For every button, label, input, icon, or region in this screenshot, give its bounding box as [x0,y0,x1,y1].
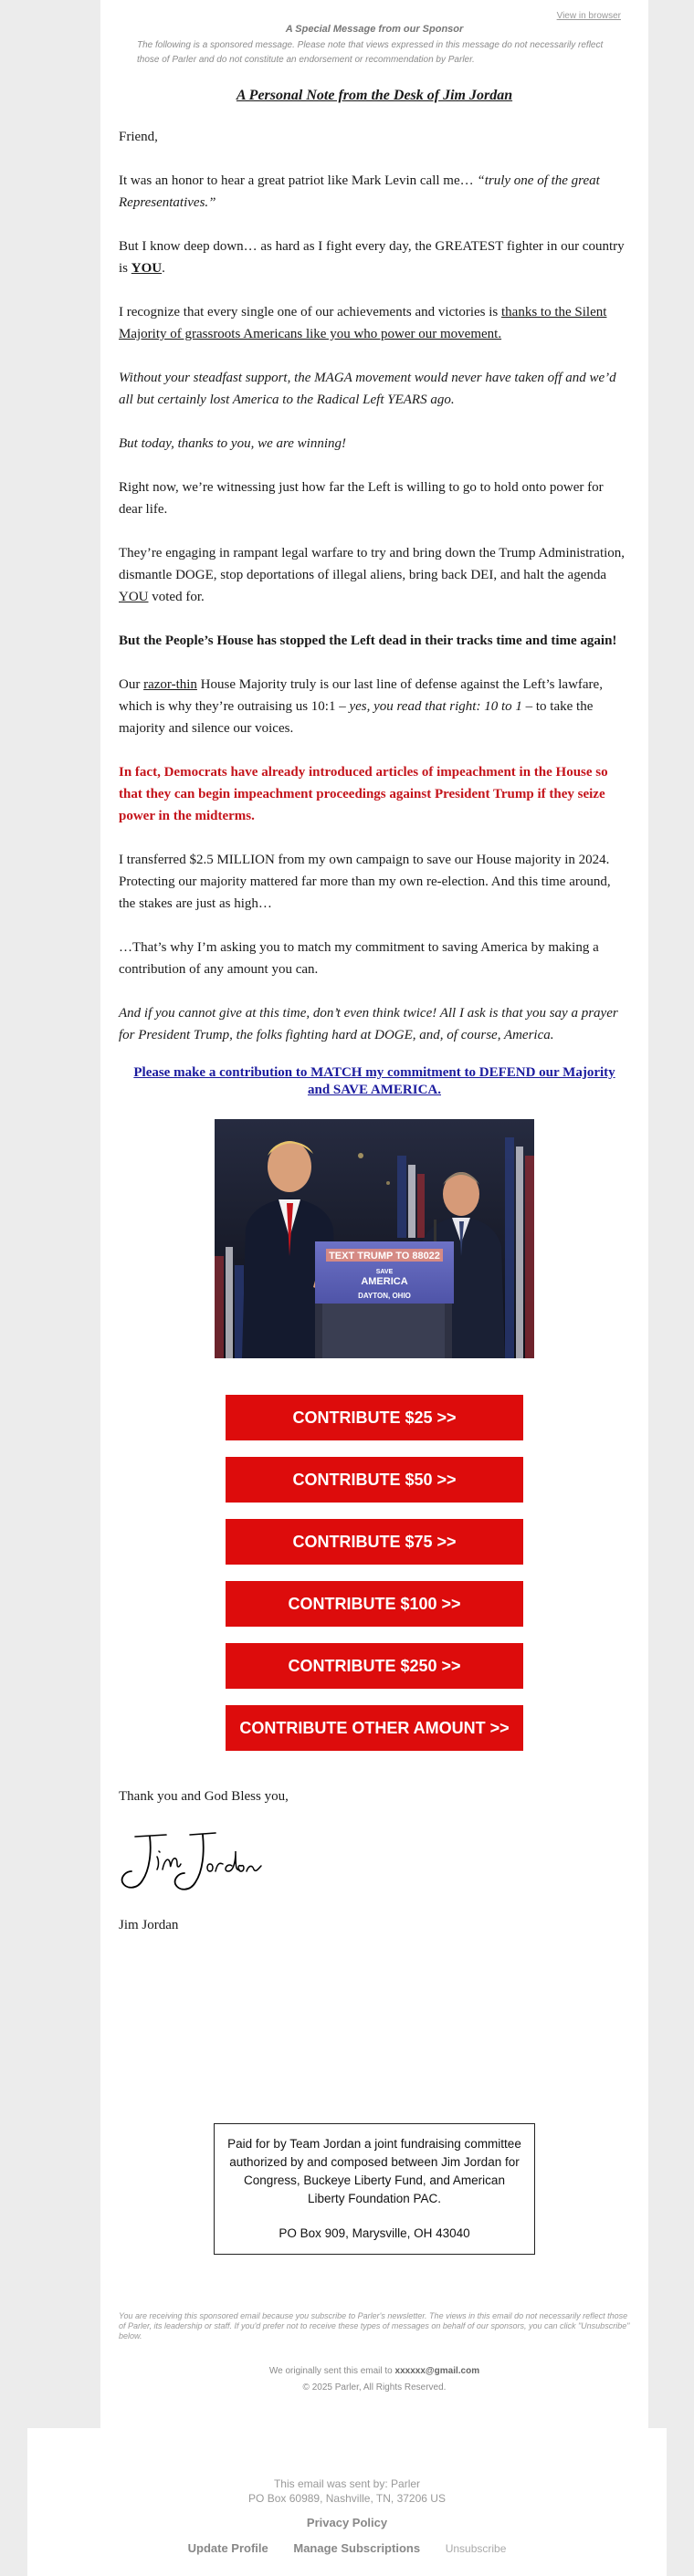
view-in-browser-link[interactable]: View in browser [556,11,621,21]
paragraph-2: But I know deep down… as hard as I fight every day, the GREATEST fighter in our country is YOU. [119,239,625,276]
letter-title: A Personal Note from the Desk of Jim Jordan [236,88,513,103]
paragraph-8: But the People’s House has stopped the Left dead in their tracks time and time again! [119,634,617,648]
paid-for-by-box [214,2123,535,2255]
sent-by-text: This email was sent by: Parler [273,2477,421,2490]
paragraph-5: But today, thanks to you, we are winning! [119,436,347,451]
signature-image [119,1824,630,1901]
handwritten-signature [119,1824,265,1897]
footer-links [27,2541,667,2555]
manage-subscriptions-link[interactable]: Manage Subscriptions [293,2541,421,2555]
closing-thanks: Thank you and God Bless you, [119,1789,289,1804]
sign-text-line-1: TEXT TRUMP TO 88022 [329,1251,440,1262]
contribute-other-amount-button[interactable]: CONTRIBUTE OTHER AMOUNT >> [226,1705,523,1751]
paragraph-3: I recognize that every single one of our achievements and victories is thanks to the Silent Majority of grassroots Americans like you who power our movement. [119,305,607,341]
rally-photo [215,1119,534,1358]
paragraph-6: Right now, we’re witnessing just how far the Left is willing to go to hold onto power for dear life. [119,480,604,517]
email-footer [27,2428,667,2576]
contribution-link[interactable]: Please make a contribution to MATCH my commitment to DEFEND our Majority and SAVE AMERICA. [133,1065,615,1097]
sponsor-legal-notice: You are receiving this sponsored email because you subscribe to Parler's newsletter. The views in this email do not necessarily reflect those of Parler, its leadership or staff. If you'd prefer not to receive these types of messages on behalf of our sponsors, you can click "Unsubscribe" below. [119,2311,630,2340]
paragraph-12: …That’s why I’m asking you to match my commitment to saving America by making a contribution of any amount you can. [119,940,599,977]
sponsor-heading: A Special Message from our Sponsor [285,24,464,35]
original-recipient-line: We originally sent this email to xxxxxx@gmail.com [268,2366,480,2376]
contribute-100-button[interactable]: CONTRIBUTE $100 >> [226,1581,523,1627]
contribute-50-button[interactable]: CONTRIBUTE $50 >> [226,1457,523,1503]
paragraph-13: And if you cannot give at this time, don’t even think twice! All I ask is that you say a prayer for President Trump, the folks fighting hard at DOGE, and, of course, America. [119,1006,618,1042]
recipient-email: xxxxxx@gmail.com [394,2366,480,2376]
paragraph-4: Without your steadfast support, the MAGA movement would never have taken off and we’d all but certainly lost America to the Radical Left YEARS ago. [119,371,616,407]
update-profile-link[interactable]: Update Profile [187,2541,268,2555]
sponsor-disclaimer: The following is a sponsored message. Please note that views expressed in this message do not necessarily reflect those of Parler and do not constitute an endorsement or recommendation by Parler. [137,40,604,65]
contribute-25-button[interactable]: CONTRIBUTE $25 >> [226,1395,523,1440]
letter-body [119,88,630,1958]
sender-address: PO Box 60989, Nashville, TN, 37206 US [248,2492,446,2505]
sign-text-line-4: DAYTON, OHIO [358,1292,411,1300]
impeachment-alert: In fact, Democrats have already introduced articles of impeachment in the House so that they can begin impeachment proceedings against President Trump if they seize power in the midterms. [119,765,608,823]
paragraph-11: I transferred $2.5 MILLION from my own campaign to save our House majority in 2024. Protecting our majority mattered far more than my own re-election. And this time around, the stakes are just as high… [119,853,611,911]
contribute-75-button[interactable]: CONTRIBUTE $75 >> [226,1519,523,1565]
signer-name: Jim Jordan [119,1918,179,1932]
copyright-text: © 2025 Parler, All Rights Reserved. [302,2382,447,2393]
rally-photo-illustration [215,1119,534,1358]
sign-text-line-2: SAVE [375,1269,394,1275]
email-card [100,0,648,2428]
unsubscribe-link[interactable]: Unsubscribe [445,2542,507,2555]
sign-text-line-3: AMERICA [361,1276,408,1287]
paragraph-1: It was an honor to hear a great patriot like Mark Levin call me… “truly one of the great Representatives.” [119,173,600,210]
paid-for-by-text: Paid for by Team Jordan a joint fundraising committee authorized by and composed between Jim Jordan for Congress, Buckeye Liberty Fund, and American Liberty Foundation PAC. [227,2137,521,2205]
paid-for-by-address: PO Box 909, Marysville, OH 43040 [279,2226,470,2240]
paragraph-9: Our razor-thin House Majority truly is our last line of defense against the Left’s lawfare, which is why they’re outraising us 10:1 – yes, you read that right: 10 to 1 – to take the majority and silence our voices. [119,677,603,736]
paragraph-7: They’re engaging in rampant legal warfare to try and bring down the Trump Administration, dismantle DOGE, stop deportations of illegal aliens, bring back DEI, and halt the agenda YOU voted for. [119,546,626,604]
privacy-policy-link[interactable]: Privacy Policy [306,2516,388,2529]
greeting: Friend, [119,130,158,144]
contribute-250-button[interactable]: CONTRIBUTE $250 >> [226,1643,523,1689]
